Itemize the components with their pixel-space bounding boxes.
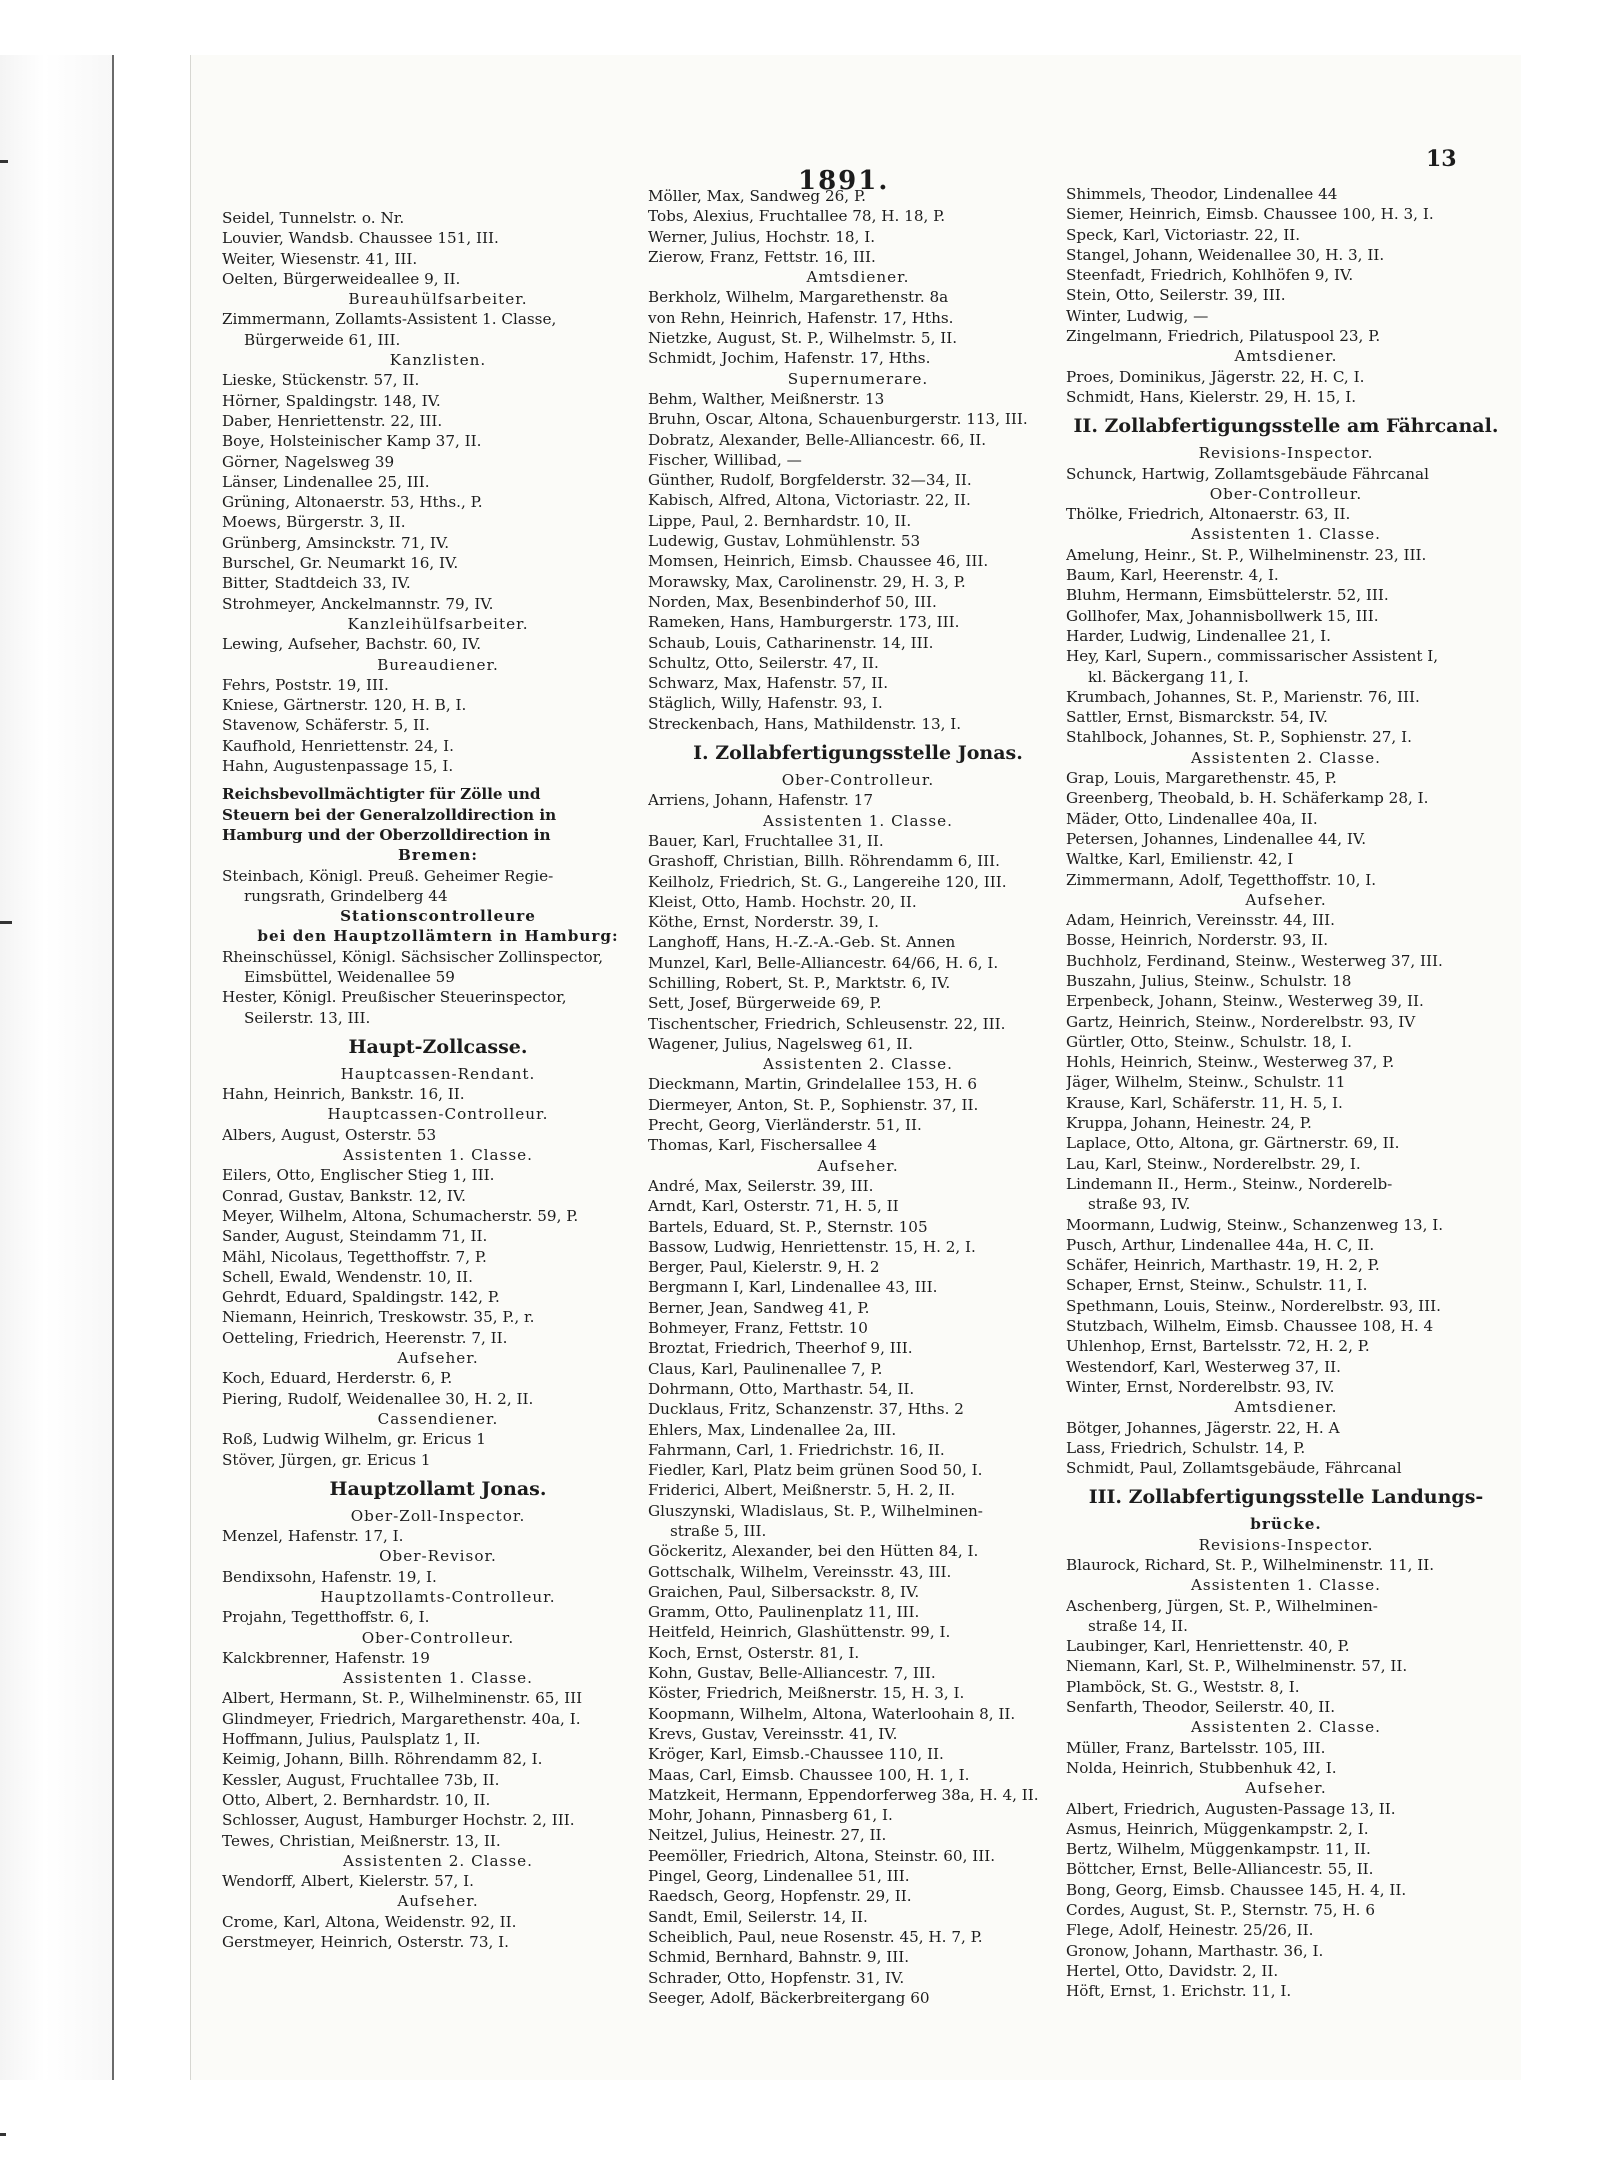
- directory-entry: Koopmann, Wilhelm, Altona, Waterloohain 8, II.: [648, 1704, 1016, 1723]
- directory-entry: Schilling, Robert, St. P., Marktstr. 6, IV.: [648, 973, 951, 992]
- directory-entry: Asmus, Heinrich, Müggenkampstr. 2, I.: [1066, 1819, 1369, 1838]
- subsection-heading: Hauptzollamts-Controlleur.: [320, 1588, 556, 1606]
- directory-entry: Gartz, Heinrich, Steinw., Norderelbstr. 93, IV: [1066, 1012, 1416, 1031]
- directory-entry: Buszahn, Julius, Steinw., Schulstr. 18: [1066, 971, 1352, 990]
- directory-entry: Köster, Friedrich, Meißnerstr. 15, H. 3, I.: [648, 1684, 965, 1703]
- directory-entry: Schell, Ewald, Wendenstr. 10, II.: [222, 1267, 474, 1286]
- subsection-heading: Bureaudiener.: [377, 655, 499, 674]
- directory-entry: Norden, Max, Besenbinderhof 50, III.: [648, 592, 937, 611]
- directory-entry: Scheiblich, Paul, neue Rosenstr. 45, H. 7, P.: [648, 1927, 983, 1946]
- directory-entry: Lewing, Aufseher, Bachstr. 60, IV.: [222, 635, 482, 654]
- directory-entry: Steinbach, Königl. Preuß. Geheimer Regie-: [222, 866, 554, 885]
- subsection-heading: brücke.: [1250, 1515, 1322, 1534]
- directory-entry: Schrader, Otto, Hopfenstr. 31, IV.: [648, 1968, 905, 1987]
- directory-entry: Koch, Eduard, Herderstr. 6, P.: [222, 1369, 453, 1388]
- directory-entry: Bohmeyer, Franz, Fettstr. 10: [648, 1319, 868, 1338]
- directory-entry: Hester, Königl. Preußischer Steuerinspector,: [222, 988, 567, 1007]
- subsection-heading: Ober-Controlleur.: [361, 1628, 515, 1647]
- directory-entry: Claus, Karl, Paulinenallee 7, P.: [648, 1359, 883, 1378]
- gutter-mark: [0, 2133, 6, 2136]
- directory-entry: Fahrmann, Carl, 1. Friedrichstr. 16, II.: [648, 1440, 945, 1459]
- directory-entry: Werner, Julius, Hochstr. 18, I.: [648, 227, 876, 246]
- directory-entry: Morawsky, Max, Carolinenstr. 29, H. 3, P.: [648, 572, 966, 591]
- directory-entry: Behm, Walther, Meißnerstr. 13: [648, 389, 885, 408]
- directory-entry: Plamböck, St. G., Weststr. 8, I.: [1066, 1677, 1300, 1696]
- directory-entry: Sander, August, Steindamm 71, II.: [222, 1227, 488, 1246]
- directory-entry: Baum, Karl, Heerenstr. 4, I.: [1066, 566, 1279, 585]
- directory-entry: Broztat, Friedrich, Theerhof 9, III.: [648, 1339, 913, 1358]
- directory-entry: Shimmels, Theodor, Lindenallee 44: [1066, 185, 1338, 203]
- directory-entry: Lindemann II., Herm., Steinw., Norderelb-: [1066, 1174, 1393, 1193]
- directory-entry: Ducklaus, Fritz, Schanzenstr. 37, Hths. 2: [648, 1400, 964, 1419]
- directory-entry: Precht, Georg, Vierländerstr. 51, II.: [648, 1116, 922, 1135]
- directory-entry: Aschenberg, Jürgen, St. P., Wilhelminen-: [1066, 1596, 1378, 1615]
- directory-entry: Bendixsohn, Hafenstr. 19, I.: [222, 1567, 437, 1586]
- directory-entry: Göckeritz, Alexander, bei den Hütten 84, I.: [648, 1542, 979, 1561]
- directory-entry: Bluhm, Hermann, Eimsbüttelerstr. 52, III.: [1066, 586, 1389, 605]
- directory-entry: Harder, Ludwig, Lindenallee 21, I.: [1066, 626, 1331, 645]
- subsection-heading: Ober-Controlleur.: [1209, 484, 1363, 503]
- subsection-heading: Assistenten 2. Classe.: [762, 1055, 954, 1074]
- gutter-mark: [0, 921, 12, 924]
- directory-entry: Hahn, Augustenpassage 15, I.: [222, 757, 454, 776]
- directory-entry: Mohr, Johann, Pinnasberg 61, I.: [648, 1806, 893, 1825]
- directory-entry: Pusch, Arthur, Lindenallee 44a, H. C, II.: [1066, 1235, 1375, 1254]
- directory-entry: Weiter, Wiesenstr. 41, III.: [222, 249, 418, 268]
- directory-entry: Günther, Rudolf, Borgfelderstr. 32—34, II.: [648, 471, 972, 490]
- subsection-heading: Revisions-Inspector.: [1198, 1535, 1374, 1554]
- subsection-heading: Ober-Revisor.: [379, 1547, 497, 1566]
- directory-entry: Länser, Lindenallee 25, III.: [222, 472, 430, 491]
- directory-entry: Diermeyer, Anton, St. P., Sophienstr. 37, II.: [648, 1095, 979, 1114]
- directory-entry: Berger, Paul, Kielerstr. 9, H. 2: [648, 1258, 880, 1277]
- directory-entry: Proes, Dominikus, Jägerstr. 22, H. C, I.: [1066, 367, 1365, 386]
- directory-entry: Glindmeyer, Friedrich, Margarethenstr. 40a, I.: [222, 1709, 581, 1728]
- directory-entry: Albers, August, Osterstr. 53: [222, 1125, 437, 1144]
- directory-entry: Kruppa, Johann, Heinestr. 24, P.: [1066, 1114, 1312, 1133]
- section-heading: Hauptzollamt Jonas.: [329, 1477, 547, 1500]
- directory-entry: Albert, Hermann, St. P., Wilhelminenstr. 65, III: [222, 1689, 583, 1708]
- directory-entry: Keimig, Johann, Billh. Röhrendamm 82, I.: [222, 1750, 543, 1769]
- subsection-heading: bei den Hauptzollämtern in Hamburg:: [257, 927, 619, 946]
- directory-entry: Grashoff, Christian, Billh. Röhrendamm 6, III.: [648, 852, 1000, 871]
- directory-entry: Steuern bei der Generalzolldirection in: [222, 805, 557, 824]
- entry-continuation: rungsrath, Grindelberg 44: [244, 886, 448, 905]
- directory-entry: Uhlenhop, Ernst, Bartelsstr. 72, H. 2, P.: [1066, 1337, 1370, 1356]
- gutter-mark: [0, 160, 8, 163]
- subsection-heading: Aufseher.: [817, 1156, 899, 1175]
- directory-entry: Zimmermann, Zollamts-Assistent 1. Classe,: [222, 310, 557, 329]
- directory-entry: Schaub, Louis, Catharinenstr. 14, III.: [648, 633, 934, 652]
- subsection-heading: Assistenten 1. Classe.: [342, 1146, 534, 1165]
- directory-entry: Rheinschüssel, Königl. Sächsischer Zollinspector,: [222, 947, 604, 966]
- directory-entry: Projahn, Tegetthoffstr. 6, I.: [222, 1608, 430, 1627]
- directory-entry: Stavenow, Schäferstr. 5, II.: [222, 716, 430, 735]
- directory-entry: Krumbach, Johannes, St. P., Marienstr. 76, III.: [1066, 687, 1420, 706]
- directory-entry: Winter, Ernst, Norderelbstr. 93, IV.: [1066, 1377, 1335, 1396]
- directory-entry: Kalckbrenner, Hafenstr. 19: [222, 1648, 430, 1667]
- directory-entry: Görner, Nagelsweg 39: [222, 452, 395, 471]
- subsection-heading: Revisions-Inspector.: [1198, 444, 1374, 463]
- directory-entry: Menzel, Hafenstr. 17, I.: [222, 1527, 404, 1546]
- directory-entry: Mäder, Otto, Lindenallee 40a, II.: [1066, 809, 1318, 828]
- directory-entry: Wendorff, Albert, Kielerstr. 57, I.: [222, 1872, 474, 1891]
- directory-entry: Hohls, Heinrich, Steinw., Westerweg 37, P.: [1066, 1053, 1395, 1072]
- directory-entry: Fehrs, Poststr. 19, III.: [222, 675, 389, 694]
- directory-entry: Grap, Louis, Margarethenstr. 45, P.: [1066, 769, 1337, 788]
- directory-entry: Amelung, Heinr., St. P., Wilhelminenstr. 23, III.: [1066, 545, 1427, 564]
- subsection-heading: Stationscontrolleure: [340, 907, 536, 926]
- directory-entry: Lau, Karl, Steinw., Norderelbstr. 29, I.: [1066, 1154, 1361, 1173]
- subsection-heading: Assistenten 1. Classe.: [1190, 1576, 1382, 1595]
- directory-entry: Moews, Bürgerstr. 3, II.: [222, 513, 406, 532]
- directory-entry: Raedsch, Georg, Hopfenstr. 29, II.: [648, 1887, 912, 1906]
- subsection-heading: Assistenten 2. Classe.: [1190, 748, 1382, 767]
- page-year: 1891.: [798, 166, 890, 196]
- directory-entry: Nietzke, August, St. P., Wilhelmstr. 5, II.: [648, 329, 958, 348]
- directory-entry: Stutzbach, Wilhelm, Eimsb. Chaussee 108, H. 4: [1066, 1317, 1434, 1336]
- directory-entry: Bergmann I, Karl, Lindenallee 43, III.: [648, 1278, 938, 1297]
- subsection-heading: Amtsdiener.: [1234, 347, 1338, 366]
- subsection-heading: Supernumerare.: [787, 369, 929, 388]
- directory-entry: Albert, Friedrich, Augusten-Passage 13, II.: [1066, 1799, 1396, 1818]
- directory-entry: Rameken, Hans, Hamburgerstr. 173, III.: [648, 613, 960, 632]
- section-heading: II. Zollabfertigungsstelle am Fährcanal.: [1073, 415, 1499, 438]
- directory-entry: Laubinger, Karl, Henriettenstr. 40, P.: [1066, 1637, 1350, 1656]
- directory-entry: von Rehn, Heinrich, Hafenstr. 17, Hths.: [648, 308, 954, 327]
- subsection-heading: Kanzlisten.: [389, 351, 487, 370]
- directory-entry: Höft, Ernst, 1. Erichstr. 11, I.: [1066, 1982, 1292, 2001]
- directory-entry: Bertz, Wilhelm, Müggenkampstr. 11, II.: [1066, 1840, 1371, 1859]
- directory-entry: Cordes, August, St. P., Sternstr. 75, H. 6: [1066, 1901, 1375, 1920]
- subsection-heading: Amtsdiener.: [1234, 1398, 1338, 1417]
- directory-entry: Gramm, Otto, Paulinenplatz 11, III.: [648, 1603, 920, 1622]
- directory-column-1: [222, 208, 654, 1952]
- directory-entry: Westendorf, Karl, Westerweg 37, II.: [1066, 1357, 1341, 1376]
- entry-continuation: Seilerstr. 13, III.: [244, 1008, 371, 1027]
- directory-entry: Schäfer, Heinrich, Marthastr. 19, H. 2, P.: [1066, 1256, 1380, 1275]
- directory-entry: Thomas, Karl, Fischersallee 4: [648, 1136, 877, 1155]
- directory-entry: Oelten, Bürgerweideallee 9, II.: [222, 269, 461, 288]
- directory-entry: Gronow, Johann, Marthastr. 36, I.: [1066, 1941, 1324, 1960]
- subsection-heading: Aufseher.: [397, 1349, 479, 1368]
- directory-entry: Conrad, Gustav, Bankstr. 12, IV.: [222, 1186, 466, 1205]
- entry-continuation: straße 5, III.: [670, 1522, 767, 1540]
- directory-entry: Bartels, Eduard, St. P., Sternstr. 105: [648, 1217, 928, 1236]
- directory-entry: Stäglich, Willy, Hafenstr. 93, I.: [648, 694, 883, 713]
- directory-entry: Bauer, Karl, Fruchtallee 31, II.: [648, 831, 884, 850]
- binding-gutter: [0, 55, 114, 2080]
- section-heading: III. Zollabfertigungsstelle Landungs-: [1088, 1486, 1484, 1509]
- directory-entry: Stangel, Johann, Weidenallee 30, H. 3, II.: [1066, 245, 1385, 264]
- subsection-heading: Cassendiener.: [377, 1409, 499, 1428]
- subsection-heading: Aufseher.: [1245, 1779, 1327, 1798]
- directory-entry: Sandt, Emil, Seilerstr. 14, II.: [648, 1907, 868, 1926]
- directory-entry: Peemöller, Friedrich, Altona, Steinstr. 60, III.: [648, 1846, 996, 1865]
- directory-entry: Hoffmann, Julius, Paulsplatz 1, II.: [222, 1730, 481, 1749]
- directory-entry: Krause, Karl, Schäferstr. 11, H. 5, I.: [1066, 1093, 1343, 1112]
- directory-entry: Oetteling, Friedrich, Heerenstr. 7, II.: [222, 1328, 508, 1347]
- directory-entry: Arndt, Karl, Osterstr. 71, H. 5, II: [648, 1197, 899, 1216]
- page-number: 13: [1426, 146, 1457, 172]
- directory-entry: Erpenbeck, Johann, Steinw., Westerweg 39, II.: [1066, 992, 1424, 1011]
- directory-entry: Gürtler, Otto, Steinw., Schulstr. 18, I.: [1066, 1032, 1352, 1051]
- directory-entry: Schmid, Bernhard, Bahnstr. 9, III.: [648, 1948, 910, 1967]
- subsection-heading: Bremen:: [398, 846, 478, 865]
- directory-entry: Bitter, Stadtdeich 33, IV.: [222, 574, 411, 593]
- directory-entry: Petersen, Johannes, Lindenallee 44, IV.: [1066, 829, 1367, 848]
- directory-entry: Graichen, Paul, Silbersackstr. 8, IV.: [648, 1582, 920, 1601]
- subsection-heading: Bureauhülfsarbeiter.: [348, 290, 528, 309]
- directory-entry: Gottschalk, Wilhelm, Vereinsstr. 43, III.: [648, 1562, 952, 1581]
- directory-entry: Mähl, Nicolaus, Tegetthoffstr. 7, P.: [222, 1247, 487, 1266]
- directory-entry: Tobs, Alexius, Fruchtallee 78, H. 18, P.: [648, 207, 946, 226]
- directory-entry: Zingelmann, Friedrich, Pilatuspool 23, P.: [1066, 327, 1381, 346]
- directory-entry: Kniese, Gärtnerstr. 120, H. B, I.: [222, 696, 467, 715]
- directory-entry: Arriens, Johann, Hafenstr. 17: [648, 791, 874, 810]
- directory-entry: Kröger, Karl, Eimsb.-Chaussee 110, II.: [648, 1745, 944, 1764]
- directory-entry: Heitfeld, Heinrich, Glashüttenstr. 99, I.: [648, 1623, 951, 1642]
- section-heading: Haupt-Zollcasse.: [348, 1035, 528, 1058]
- directory-entry: Fiedler, Karl, Platz beim grünen Sood 50, I.: [648, 1461, 983, 1480]
- directory-entry: Schwarz, Max, Hafenstr. 57, II.: [648, 674, 889, 693]
- directory-entry: Spethmann, Louis, Steinw., Norderelbstr. 93, III.: [1066, 1296, 1441, 1315]
- directory-entry: Strohmeyer, Anckelmannstr. 79, IV.: [222, 594, 494, 613]
- directory-entry: Schunck, Hartwig, Zollamtsgebäude Fährcanal: [1066, 464, 1429, 483]
- directory-entry: Niemann, Karl, St. P., Wilhelminenstr. 57, II.: [1066, 1657, 1408, 1676]
- directory-entry: Pingel, Georg, Lindenallee 51, III.: [648, 1867, 910, 1886]
- directory-entry: Kessler, August, Fruchtallee 73b, II.: [222, 1770, 500, 1789]
- directory-entry: Hey, Karl, Supern., commissarischer Assistent I,: [1066, 647, 1439, 666]
- directory-entry: Schultz, Otto, Seilerstr. 47, II.: [648, 653, 879, 672]
- directory-entry: Crome, Karl, Altona, Weidenstr. 92, II.: [222, 1912, 517, 1931]
- directory-entry: Waltke, Karl, Emilienstr. 42, I: [1066, 850, 1294, 869]
- directory-entry: Zierow, Franz, Fettstr. 16, III.: [648, 247, 876, 266]
- directory-entry: Moormann, Ludwig, Steinw., Schanzenweg 13, I.: [1066, 1215, 1444, 1234]
- directory-entry: Krevs, Gustav, Vereinsstr. 41, IV.: [648, 1724, 898, 1743]
- directory-column-3: [1066, 184, 1506, 2002]
- directory-entry: Seeger, Adolf, Bäckerbreitergang 60: [648, 1988, 930, 2007]
- directory-entry: Schmidt, Hans, Kielerstr. 29, H. 15, I.: [1066, 387, 1357, 406]
- directory-entry: Laplace, Otto, Altona, gr. Gärtnerstr. 69, II.: [1066, 1134, 1400, 1153]
- directory-entry: Keilholz, Friedrich, St. G., Langereihe 120, III.: [648, 872, 1007, 891]
- subsection-heading: Assistenten 1. Classe.: [1190, 525, 1382, 544]
- directory-entry: Meyer, Wilhelm, Altona, Schumacherstr. 59, P.: [222, 1206, 579, 1225]
- directory-entry: Niemann, Heinrich, Treskowstr. 35, P., r.: [222, 1308, 535, 1327]
- directory-entry: Bassow, Ludwig, Henriettenstr. 15, H. 2, I.: [648, 1237, 976, 1256]
- directory-entry: Seidel, Tunnelstr. o. Nr.: [222, 209, 405, 227]
- directory-entry: Berner, Jean, Sandweg 41, P.: [648, 1298, 870, 1317]
- directory-entry: Müller, Franz, Bartelsstr. 105, III.: [1066, 1738, 1326, 1757]
- subsection-heading: Assistenten 2. Classe.: [342, 1851, 534, 1870]
- subsection-heading: Assistenten 2. Classe.: [1190, 1718, 1382, 1737]
- directory-entry: Schmidt, Jochim, Hafenstr. 17, Hths.: [648, 349, 931, 368]
- directory-entry: Daber, Henriettenstr. 22, III.: [222, 411, 443, 430]
- directory-entry: Speck, Karl, Victoriastr. 22, II.: [1066, 225, 1301, 244]
- directory-entry: Streckenbach, Hans, Mathildenstr. 13, I.: [648, 714, 962, 733]
- directory-entry: Neitzel, Julius, Heinestr. 27, II.: [648, 1826, 887, 1845]
- directory-entry: Grünberg, Amsinckstr. 71, IV.: [222, 533, 450, 552]
- column-spacer: [222, 776, 654, 784]
- directory-entry: Lieske, Stückenstr. 57, II.: [222, 371, 420, 390]
- directory-entry: Sattler, Ernst, Bismarckstr. 54, IV.: [1066, 708, 1328, 727]
- directory-entry: Dobratz, Alexander, Belle-Alliancestr. 66, II.: [648, 430, 987, 449]
- directory-entry: Grüning, Altonaerstr. 53, Hths., P.: [222, 493, 483, 512]
- directory-entry: Stahlbock, Johannes, St. P., Sophienstr. 27, I.: [1066, 728, 1412, 747]
- directory-entry: Möller, Max, Sandweg 26, P.: [648, 187, 866, 205]
- directory-entry: Hahn, Heinrich, Bankstr. 16, II.: [222, 1085, 465, 1104]
- directory-entry: Friderici, Albert, Meißnerstr. 5, H. 2, II.: [648, 1481, 956, 1500]
- directory-entry: Greenberg, Theobald, b. H. Schäferkamp 28, I.: [1066, 789, 1429, 808]
- directory-entry: Gollhofer, Max, Johannisbollwerk 15, III.: [1066, 606, 1379, 625]
- subsection-heading: Hauptcassen-Controlleur.: [327, 1105, 549, 1124]
- subsection-heading: Aufseher.: [1245, 890, 1327, 909]
- entry-continuation: Bürgerweide 61, III.: [244, 330, 401, 349]
- directory-entry: Hertel, Otto, Davidstr. 2, II.: [1066, 1961, 1279, 1980]
- directory-entry: Kleist, Otto, Hamb. Hochstr. 20, II.: [648, 892, 917, 911]
- directory-entry: Thölke, Friedrich, Altonaerstr. 63, II.: [1066, 505, 1351, 524]
- subsection-heading: Ober-Controlleur.: [781, 771, 935, 790]
- directory-entry: Reichsbevollmächtigter für Zölle und: [222, 785, 541, 804]
- directory-entry: Stein, Otto, Seilerstr. 39, III.: [1066, 286, 1286, 305]
- subsection-heading: Hauptcassen-Rendant.: [340, 1064, 536, 1083]
- directory-entry: Schaper, Ernst, Steinw., Schulstr. 11, I.: [1066, 1276, 1368, 1295]
- directory-entry: Maas, Carl, Eimsb. Chaussee 100, H. 1, I.: [648, 1765, 970, 1784]
- directory-entry: Boye, Holsteinischer Kamp 37, II.: [222, 432, 482, 451]
- directory-entry: Burschel, Gr. Neumarkt 16, IV.: [222, 554, 459, 573]
- directory-entry: Matzkeit, Hermann, Eppendorferweg 38a, H. 4, II.: [648, 1785, 1039, 1804]
- directory-entry: Koch, Ernst, Osterstr. 81, I.: [648, 1643, 860, 1662]
- directory-entry: Kohn, Gustav, Belle-Alliancestr. 7, III.: [648, 1664, 936, 1683]
- directory-entry: Bruhn, Oscar, Altona, Schauenburgerstr. 113, III.: [648, 410, 1028, 429]
- directory-entry: Wagener, Julius, Nagelsweg 61, II.: [648, 1034, 913, 1053]
- directory-entry: Bosse, Heinrich, Norderstr. 93, II.: [1066, 931, 1329, 950]
- directory-entry: Tischentscher, Friedrich, Schleusenstr. 22, III.: [648, 1014, 1006, 1033]
- directory-entry: Momsen, Heinrich, Eimsb. Chaussee 46, III.: [648, 552, 989, 571]
- directory-entry: Gluszynski, Wladislaus, St. P., Wilhelminen-: [648, 1501, 983, 1520]
- directory-entry: Dohrmann, Otto, Marthastr. 54, II.: [648, 1379, 915, 1398]
- section-heading: I. Zollabfertigungsstelle Jonas.: [693, 742, 1023, 765]
- directory-entry: Hörner, Spaldingstr. 148, IV.: [222, 391, 441, 410]
- directory-entry: Ehlers, Max, Lindenallee 2a, III.: [648, 1420, 897, 1439]
- subsection-heading: Assistenten 1. Classe.: [342, 1669, 534, 1688]
- directory-entry: Eilers, Otto, Englischer Stieg 1, III.: [222, 1166, 495, 1185]
- directory-entry: Flege, Adolf, Heinestr. 25/26, II.: [1066, 1921, 1314, 1940]
- directory-entry: Bong, Georg, Eimsb. Chaussee 145, H. 4, II.: [1066, 1880, 1407, 1899]
- directory-entry: Senfarth, Theodor, Seilerstr. 40, II.: [1066, 1698, 1336, 1717]
- directory-entry: Zimmermann, Adolf, Tegetthoffstr. 10, I.: [1066, 870, 1377, 889]
- directory-column-2: [648, 186, 1068, 2008]
- directory-entry: Böttcher, Ernst, Belle-Alliancestr. 55, II.: [1066, 1860, 1374, 1879]
- directory-entry: Kaufhold, Henriettenstr. 24, I.: [222, 736, 455, 755]
- directory-entry: Sett, Josef, Bürgerweide 69, P.: [648, 994, 882, 1013]
- entry-continuation: kl. Bäckergang 11, I.: [1088, 667, 1249, 686]
- directory-entry: Blaurock, Richard, St. P., Wilhelminenstr. 11, II.: [1066, 1556, 1435, 1574]
- directory-entry: Adam, Heinrich, Vereinsstr. 44, III.: [1066, 911, 1335, 930]
- directory-entry: Stöver, Jürgen, gr. Ericus 1: [222, 1450, 431, 1469]
- subsection-heading: Aufseher.: [397, 1892, 479, 1911]
- directory-entry: Lippe, Paul, 2. Bernhardstr. 10, II.: [648, 511, 912, 530]
- directory-entry: Roß, Ludwig Wilhelm, gr. Ericus 1: [222, 1430, 486, 1449]
- directory-entry: André, Max, Seilerstr. 39, III.: [648, 1176, 874, 1195]
- directory-entry: Gerstmeyer, Heinrich, Osterstr. 73, I.: [222, 1933, 509, 1952]
- directory-entry: Bötger, Johannes, Jägerstr. 22, H. A: [1066, 1418, 1340, 1437]
- directory-entry: Otto, Albert, 2. Bernhardstr. 10, II.: [222, 1790, 491, 1809]
- directory-entry: Lass, Friedrich, Schulstr. 14, P.: [1066, 1438, 1306, 1457]
- directory-entry: Köthe, Ernst, Norderstr. 39, I.: [648, 913, 879, 932]
- directory-entry: Munzel, Karl, Belle-Alliancestr. 64/66, H. 6, I.: [648, 953, 999, 972]
- directory-entry: Gehrdt, Eduard, Spaldingstr. 142, P.: [222, 1288, 500, 1307]
- subsection-heading: Ober-Zoll-Inspector.: [350, 1506, 526, 1525]
- directory-entry: Berkholz, Wilhelm, Margarethenstr. 8a: [648, 288, 949, 307]
- directory-entry: Tewes, Christian, Meißnerstr. 13, II.: [222, 1831, 501, 1850]
- directory-entry: Schmidt, Paul, Zollamtsgebäude, Fährcanal: [1066, 1459, 1402, 1478]
- entry-continuation: straße 14, II.: [1088, 1616, 1188, 1635]
- directory-entry: Fischer, Willibad, —: [648, 450, 802, 469]
- directory-entry: Steenfadt, Friedrich, Kohlhöfen 9, IV.: [1066, 266, 1354, 285]
- entry-continuation: Eimsbüttel, Weidenallee 59: [244, 967, 455, 986]
- directory-entry: Hamburg und der Oberzolldirection in: [222, 825, 551, 844]
- directory-entry: Kabisch, Alfred, Altona, Victoriastr. 22, II.: [648, 491, 971, 510]
- directory-entry: Schlosser, August, Hamburger Hochstr. 2, III.: [222, 1811, 575, 1830]
- directory-entry: Siemer, Heinrich, Eimsb. Chaussee 100, H. 3, I.: [1066, 205, 1434, 224]
- directory-entry: Ludewig, Gustav, Lohmühlenstr. 53: [648, 532, 921, 551]
- directory-entry: Piering, Rudolf, Weidenallee 30, H. 2, II.: [222, 1389, 534, 1408]
- directory-entry: Langhoff, Hans, H.-Z.-A.-Geb. St. Annen: [648, 933, 956, 952]
- subsection-heading: Amtsdiener.: [806, 268, 910, 287]
- subsection-heading: Assistenten 1. Classe.: [762, 811, 954, 830]
- directory-entry: Nolda, Heinrich, Stubbenhuk 42, I.: [1066, 1758, 1337, 1777]
- directory-entry: Louvier, Wandsb. Chaussee 151, III.: [222, 229, 499, 248]
- entry-continuation: straße 93, IV.: [1088, 1195, 1191, 1214]
- directory-entry: Winter, Ludwig, —: [1066, 306, 1209, 325]
- directory-entry: Jäger, Wilhelm, Steinw., Schulstr. 11: [1066, 1073, 1346, 1092]
- directory-entry: Buchholz, Ferdinand, Steinw., Westerweg 37, III.: [1066, 951, 1443, 970]
- subsection-heading: Kanzleihülfsarbeiter.: [347, 614, 529, 633]
- directory-entry: Dieckmann, Martin, Grindelallee 153, H. 6: [648, 1075, 978, 1094]
